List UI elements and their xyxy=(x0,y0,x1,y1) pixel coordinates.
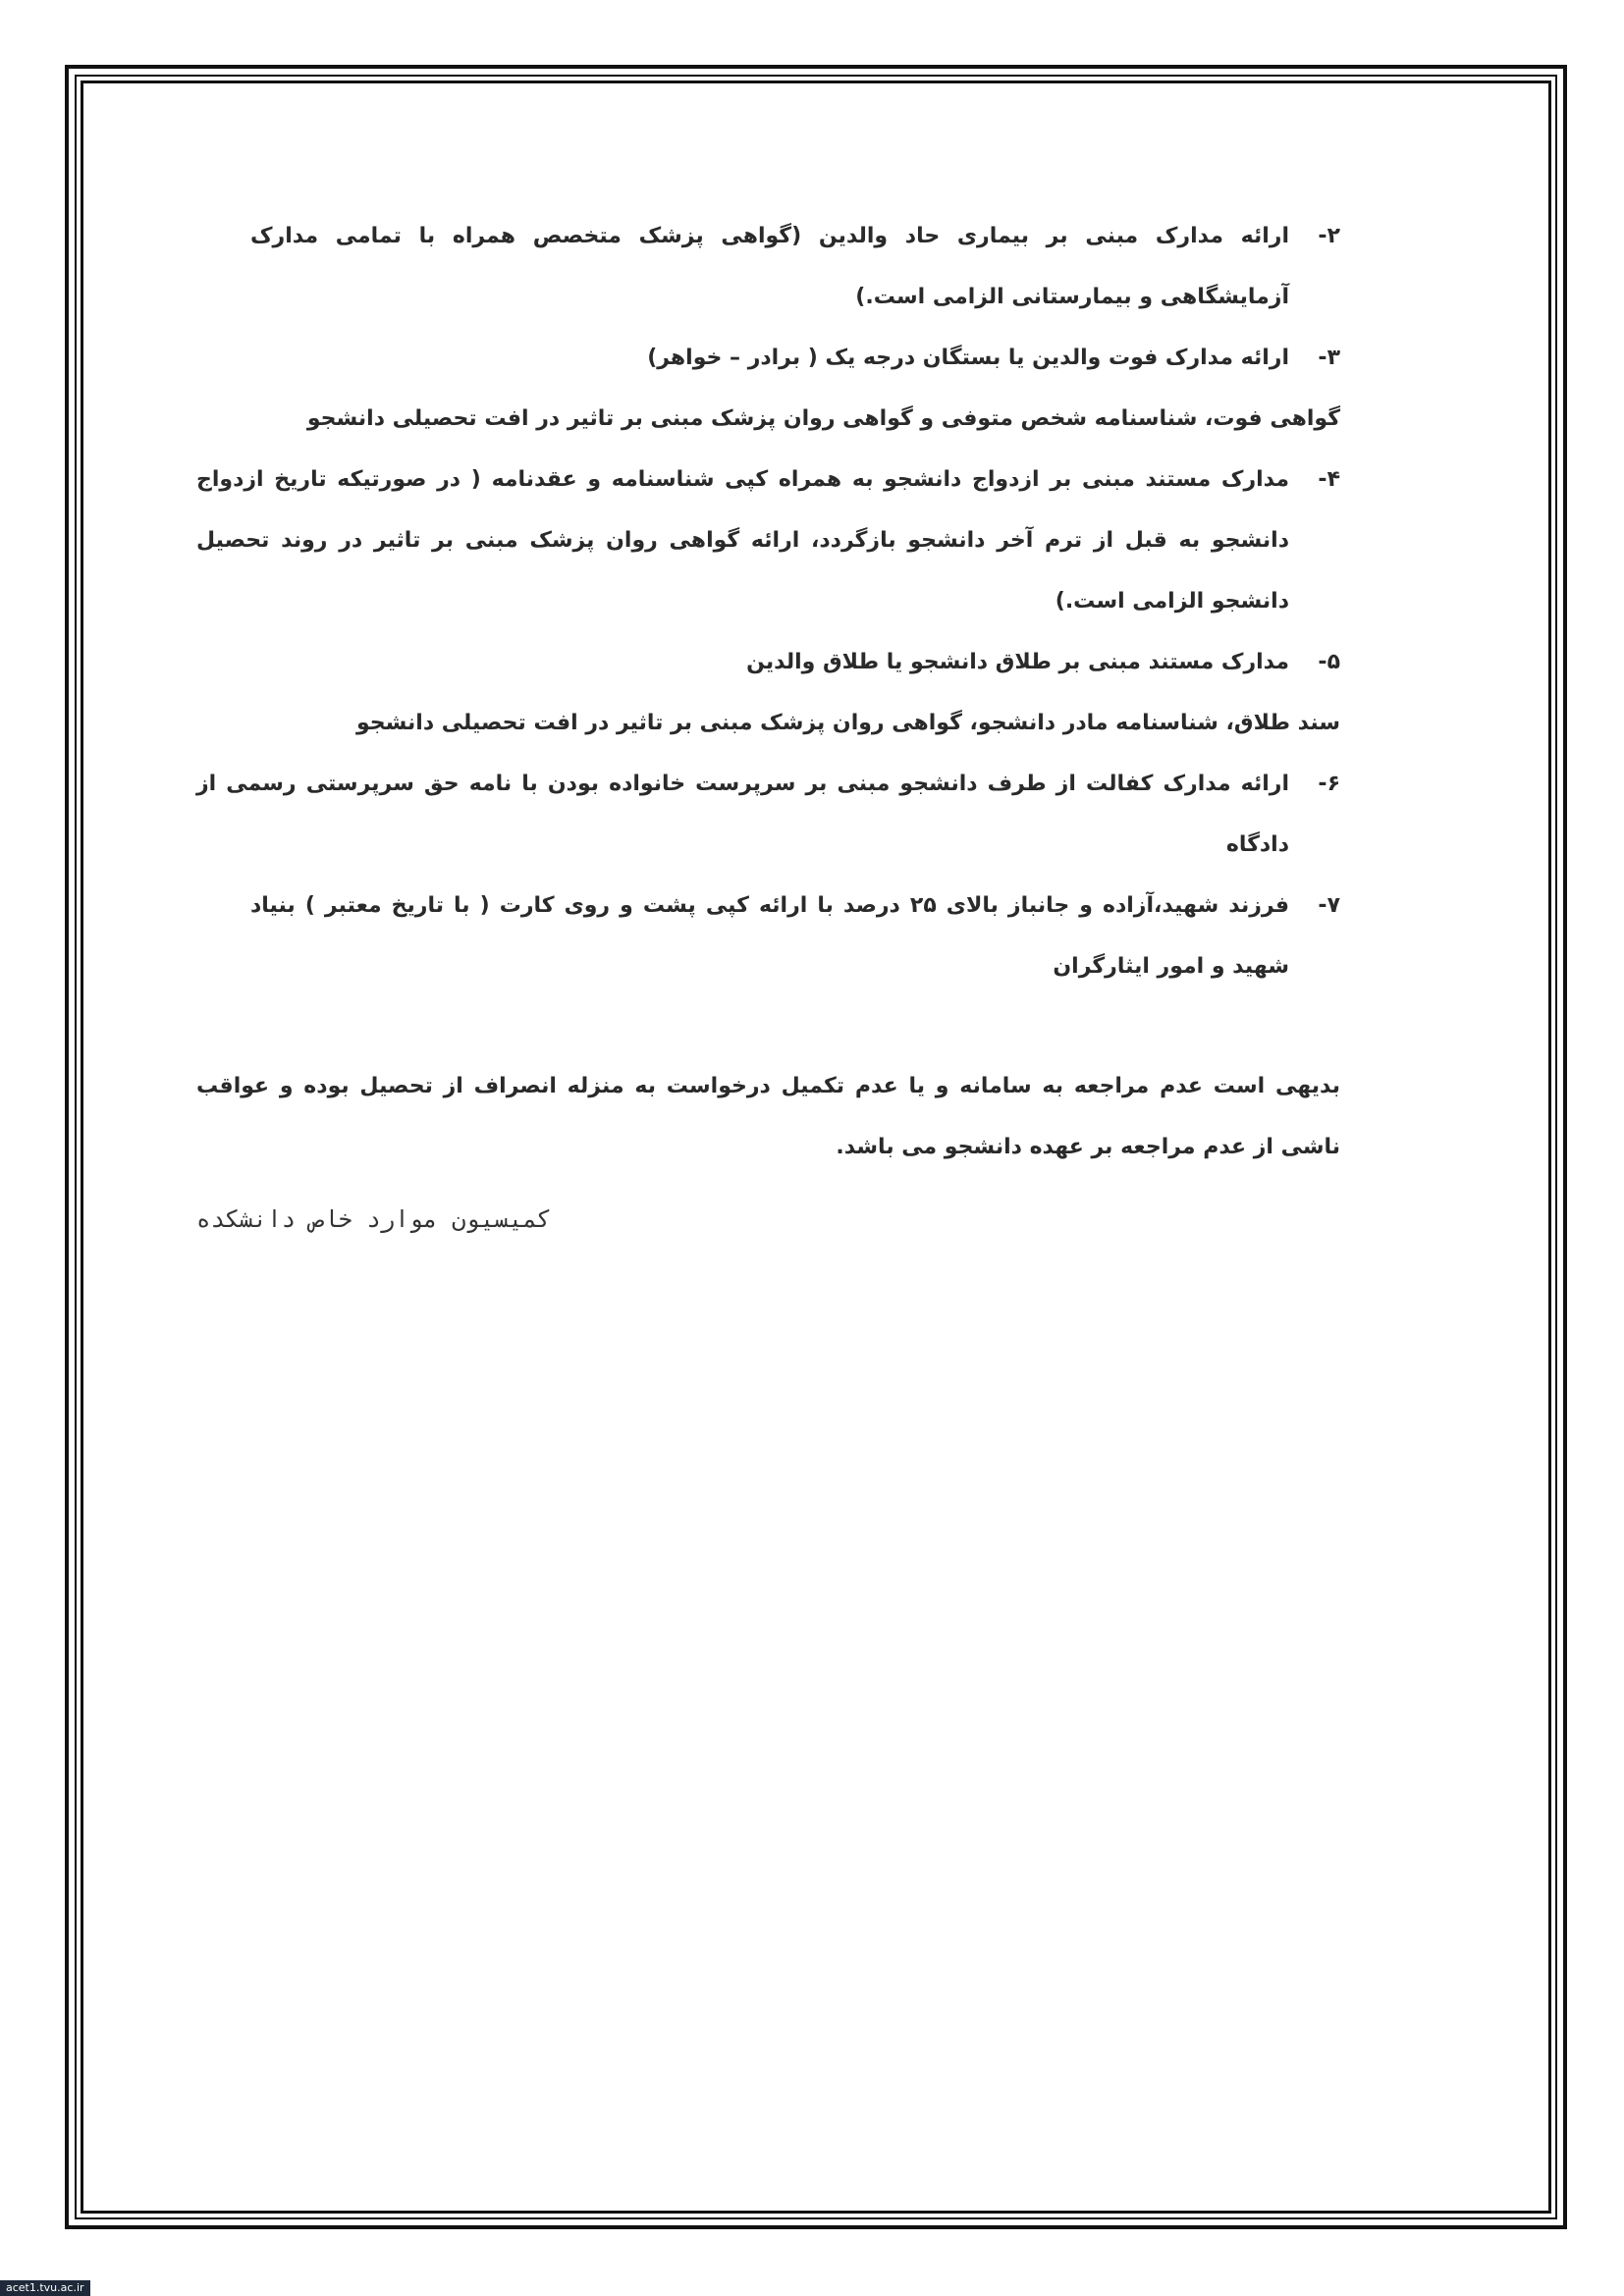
item-text: فرزند شهید،آزاده و جانباز بالای ۲۵ درصد با ارائه کپی پشت و روی کارت ( با تاریخ معتبر ) بنیاد شهید و امور ایثارگران xyxy=(250,893,1289,979)
list-item xyxy=(196,876,1340,997)
item-number: ۵- xyxy=(1318,650,1340,674)
list-item xyxy=(196,450,1340,632)
site-link[interactable]: acet1.tvu.ac.ir xyxy=(0,2280,90,2296)
item-number: ۴- xyxy=(1318,467,1340,492)
list-item xyxy=(196,328,1340,389)
item-text: ارائه مدارک فوت والدین یا بستگان درجه یک ( برادر – خواهر) xyxy=(647,346,1289,370)
item-text: مدارک مستند مبنی بر ازدواج دانشجو به همراه کپی شناسنامه و عقدنامه ( در صورتیکه تاریخ ازدواج دانشجو به قبل از ترم آخر دانشجو بازگردد، ارائه گواهی روان پزشک مبنی بر تاثیر در روند تحصیل دانشجو الزامی است.) xyxy=(196,467,1289,614)
list-item xyxy=(196,754,1340,876)
item-text: مدارک مستند مبنی بر طلاق دانشجو یا طلاق والدین xyxy=(746,650,1289,674)
document-body xyxy=(196,206,1340,1178)
closing-paragraph: بدیهی است عدم مراجعه به سامانه و یا عدم تکمیل درخواست به منزله انصراف از تحصیل بوده و عواقب ناشی از عدم مراجعه بر عهده دانشجو می باشد. xyxy=(196,1074,1340,1159)
item-note: سند طلاق، شناسنامه مادر دانشجو، گواهی روان پزشک مبنی بر تاثیر در افت تحصیلی دانشجو xyxy=(355,711,1340,735)
item-number: ۳- xyxy=(1318,346,1340,370)
item-text: ارائه مدارک کفالت از طرف دانشجو مبنی بر سرپرست خانواده بودن با نامه حق سرپرستی رسمی از دادگاه xyxy=(196,772,1289,857)
item-number: ۲- xyxy=(1318,224,1340,248)
item-number: ۷- xyxy=(1318,893,1340,918)
item-note: گواهی فوت، شناسنامه شخص متوفی و گواهی روان پزشک مبنی بر تاثیر در افت تحصیلی دانشجو xyxy=(306,406,1340,431)
list-item xyxy=(196,206,1340,328)
list-item xyxy=(196,632,1340,693)
signature: کمیسیون موارد خاص دانشکده xyxy=(196,1205,552,1233)
item-text: ارائه مدارک مبنی بر بیماری حاد والدین (گواهی پزشک متخصص همراه با تمامی مدارک آزمایشگاهی و بیمارستانی الزامی است.) xyxy=(250,224,1289,309)
item-number: ۶- xyxy=(1318,772,1340,796)
